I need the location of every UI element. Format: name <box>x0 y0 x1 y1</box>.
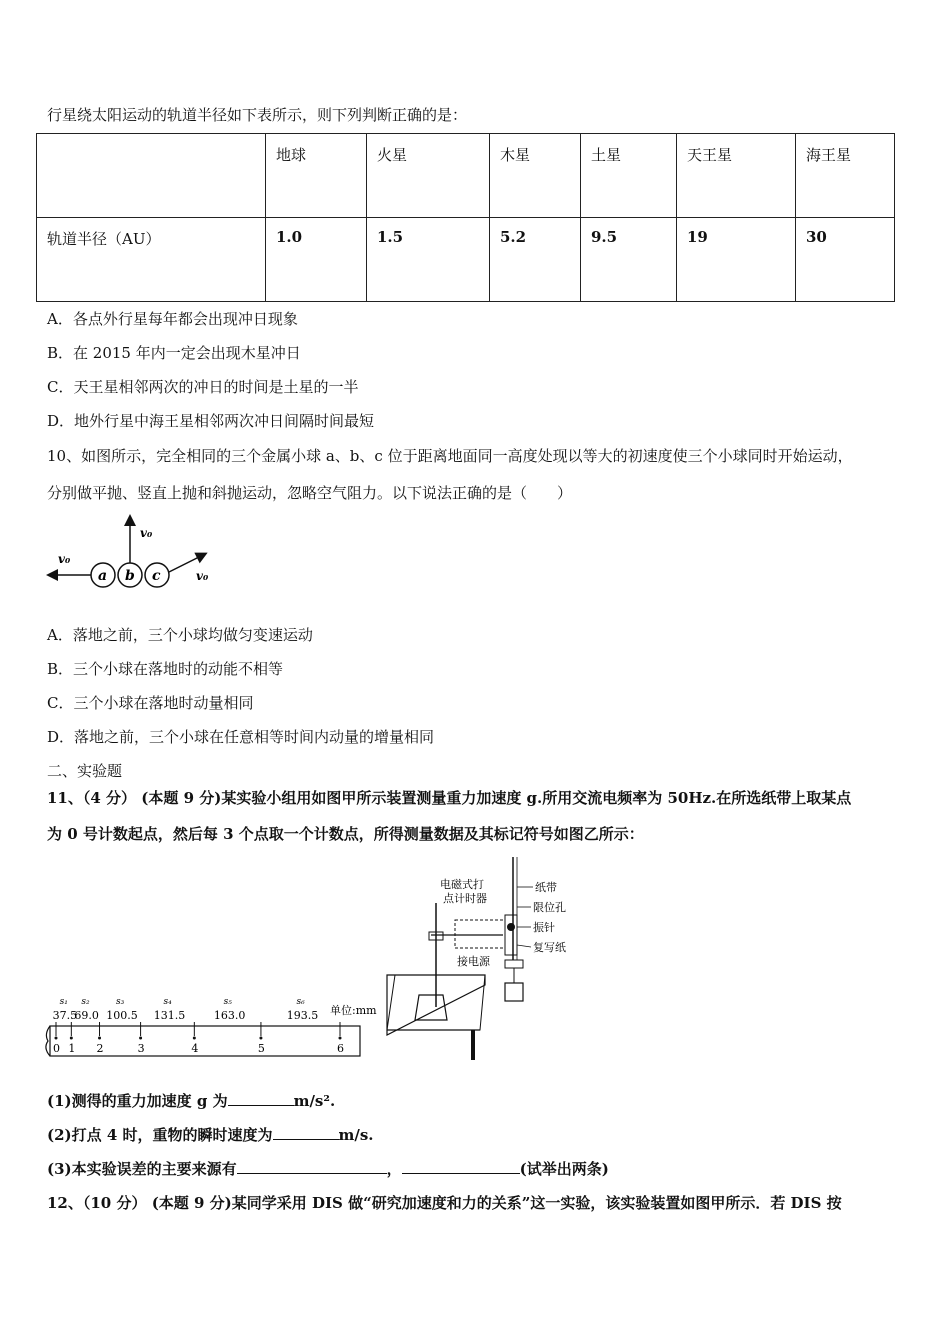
q10-option-d: D．落地之前，三个小球在任意相等时间内动量的增量相同 <box>47 728 435 746</box>
q10-option-b: B．三个小球在落地时的动能不相等 <box>47 660 284 678</box>
timer-body <box>455 920 505 948</box>
timer-plate <box>505 915 517 955</box>
section-heading: 二、实验题 <box>47 762 123 780</box>
tape-point-label: 4 <box>191 1042 199 1055</box>
tape-segment-value: 100.5 <box>106 1009 138 1022</box>
tape-segment-label: s₁ <box>59 997 68 1007</box>
ball-b-label: b <box>125 568 135 584</box>
q11-sub1-text: (1)测得的重力加速度 g 为 <box>47 1092 228 1110</box>
tape-segment-label: s₅ <box>223 997 232 1007</box>
tape-point-label: 2 <box>96 1042 104 1055</box>
paper-tape-figure <box>42 992 392 1062</box>
answer-blank-g[interactable] <box>228 1091 294 1106</box>
tape-point-label: 1 <box>68 1042 76 1055</box>
q12-stem: 12、（10 分） (本题 9 分)某同学采用 DIS 做“研究加速度和力的关系”这一实验，该实验装置如图甲所示．若 DIS 按 <box>47 1194 842 1212</box>
table-cell: 9.5 <box>581 218 677 302</box>
apparatus-figure <box>385 855 590 1065</box>
tape-dot <box>339 1037 342 1040</box>
q10-option-a: A．落地之前，三个小球均做匀变速运动 <box>47 626 313 644</box>
q9-option-a: A．各点外行星每年都会出现冲日现象 <box>47 310 298 328</box>
answer-blank-v4[interactable] <box>273 1125 339 1140</box>
tape-segment-label: s₃ <box>116 997 125 1007</box>
tape-dot <box>193 1037 196 1040</box>
answer-blank-error1[interactable] <box>237 1159 387 1174</box>
q10-stem-line2: 分别做平抛、竖直上抛和斜抛运动，忽略空气阻力。以下说法正确的是（ ） <box>47 484 573 502</box>
q11-stem-line1: 11、（4 分） (本题 9 分)某实验小组用如图甲所示装置测量重力加速度 g.所用交流电频率为 50Hz.在所选纸带上取某点 <box>47 789 852 807</box>
label-hole: 限位孔 <box>533 901 566 914</box>
tape-segment-label: s₂ <box>81 997 90 1007</box>
q11-sub2-unit: m/s. <box>338 1126 374 1144</box>
q11-sub3-comma: ， <box>386 1160 402 1178</box>
tape-point-label: 6 <box>337 1042 344 1055</box>
table-cell: 1.5 <box>367 218 490 302</box>
q11-sub1-unit: m/s². <box>293 1092 336 1110</box>
v0-label-oblique: v₀ <box>196 569 209 583</box>
q9-option-b: B．在 2015 年内一定会出现木星冲日 <box>47 344 301 362</box>
v0-label-up: v₀ <box>140 526 153 540</box>
tape-dot <box>139 1037 142 1040</box>
table-header-cell: 地球 <box>266 134 367 218</box>
v0-label-left: v₀ <box>58 552 71 566</box>
table-header-cell: 火星 <box>367 134 490 218</box>
table-cell: 30 <box>796 218 895 302</box>
tape-dot <box>70 1037 73 1040</box>
q11-sub2 <box>47 1124 374 1145</box>
tape-segment-value: 37.5 <box>52 1009 78 1022</box>
question-intro: 行星绕太阳运动的轨道半径如下表所示，则下列判断正确的是： <box>47 106 468 124</box>
tape-dot <box>98 1037 101 1040</box>
table-header-cell: 海王星 <box>796 134 895 218</box>
table-header-cell: 木星 <box>490 134 581 218</box>
tape-segment-value: 69.0 <box>74 1009 99 1022</box>
tape-segment-value: 163.0 <box>213 1009 246 1022</box>
table-cell: 19 <box>677 218 796 302</box>
label-carbon: 复写纸 <box>533 941 566 954</box>
tape-segment-label: s₄ <box>163 997 172 1007</box>
tape-segment-value: 193.5 <box>286 1009 319 1022</box>
table-header-row <box>37 134 895 218</box>
tape-point-label: 3 <box>137 1042 145 1055</box>
tape-segment-label: s₆ <box>296 997 305 1007</box>
q11-sub2-text: (2)打点 4 时，重物的瞬时速度为 <box>47 1126 273 1144</box>
table-cell: 1.0 <box>266 218 367 302</box>
weight-clip <box>505 960 523 968</box>
table-cell: 5.2 <box>490 218 581 302</box>
q9-option-c: C．天王星相邻两次的冲日的时间是土星的一半 <box>47 378 359 396</box>
tape-unit: 单位:mm <box>330 1004 377 1017</box>
q11-sub3-text: (3)本实验误差的主要来源有 <box>47 1160 237 1178</box>
label-timer2: 点计时器 <box>443 892 487 905</box>
orbit-radius-table <box>36 133 895 302</box>
ball-a-label: a <box>98 568 108 584</box>
q9-option-d: D．地外行星中海王星相邻两次冲日间隔时间最短 <box>47 412 375 430</box>
label-power: 接电源 <box>457 955 490 968</box>
q11-sub1 <box>47 1090 335 1111</box>
table-row-label: 轨道半径（AU） <box>37 218 266 302</box>
label-needle: 振针 <box>533 921 555 934</box>
tape-dot <box>55 1037 58 1040</box>
table-header-cell: 天王星 <box>677 134 796 218</box>
ball-c-label: c <box>152 568 161 584</box>
weight <box>505 983 523 1001</box>
table-header-cell: 土星 <box>581 134 677 218</box>
label-leader-carbon <box>517 945 531 947</box>
q10-stem-line1: 10、如图所示，完全相同的三个金属小球 a、b、c 位于距离地面同一高度处现以等大的初速度使三个小球同时开始运动， <box>47 447 853 465</box>
q11-stem-line2: 为 0 号计数起点，然后每 3 个点取一个计数点，所得测量数据及其标记符号如图乙所示： <box>47 825 644 843</box>
tape-dot <box>259 1037 262 1040</box>
q11-sub3-hint: (试举出两条) <box>519 1160 609 1178</box>
label-tape: 纸带 <box>535 881 557 894</box>
tape-segment-value: 131.5 <box>153 1009 186 1022</box>
limit-hole <box>507 923 515 931</box>
q11-sub3 <box>47 1158 609 1179</box>
tape-point-label: 5 <box>257 1042 265 1055</box>
answer-blank-error2[interactable] <box>402 1159 520 1174</box>
tape-point-label: 0 <box>53 1042 60 1055</box>
tape-torn-edge <box>46 1026 50 1056</box>
q10-balls-figure <box>40 510 230 595</box>
table-row <box>37 218 895 302</box>
q10-option-c: C．三个小球在落地时动量相同 <box>47 694 254 712</box>
label-timer: 电磁式打 <box>440 878 484 891</box>
table-header-cell <box>37 134 266 218</box>
